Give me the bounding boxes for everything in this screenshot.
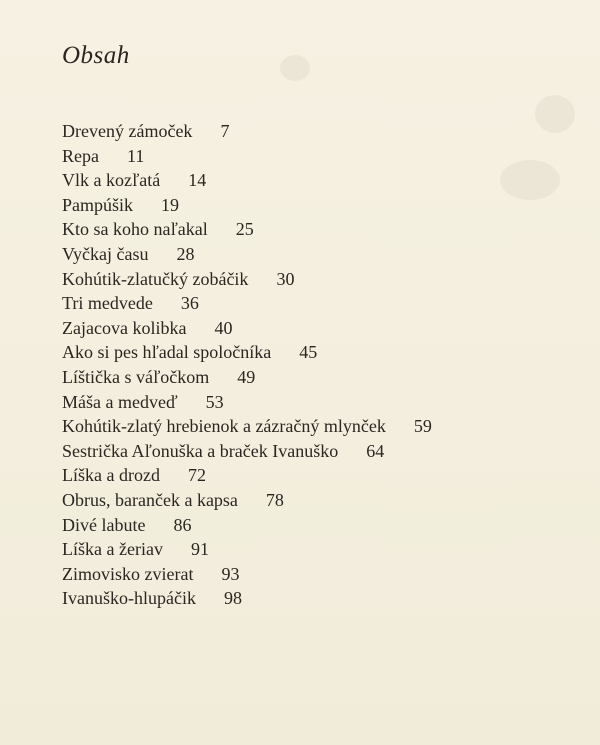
- toc-entry: [62, 316, 432, 341]
- page-title: Obsah: [62, 42, 130, 69]
- toc-entry: [62, 119, 432, 144]
- toc-entry-page-number: 40: [214, 317, 233, 338]
- toc-entry-page-number: 30: [276, 268, 295, 289]
- toc-entry: [62, 488, 432, 513]
- show-through-mark: [280, 55, 310, 81]
- toc-entry: [62, 390, 432, 415]
- toc-entry: [62, 144, 432, 169]
- toc-entry-page-number: 53: [205, 391, 224, 412]
- toc-entry-title: Drevený zámoček: [62, 121, 193, 141]
- toc-entry-title: Máša a medveď: [62, 391, 178, 412]
- toc-entry: [62, 586, 432, 611]
- toc-entry-title: Líška a drozd: [62, 465, 160, 486]
- toc-entry: [62, 267, 432, 292]
- toc-entry-title: Zimovisko zvierat: [62, 563, 194, 584]
- toc-entry: [62, 562, 432, 587]
- toc-entry: [62, 168, 432, 193]
- toc-entry-page-number: 28: [176, 243, 195, 264]
- toc-entry-title: Vlk a kozľatá: [62, 170, 161, 191]
- toc-entry-title: Kohútik-zlatý hrebienok a zázračný mlynček: [62, 416, 386, 437]
- toc-entry-page-number: 45: [299, 342, 318, 363]
- toc-entry-title: Repa: [62, 145, 99, 166]
- toc-entry-page-number: 25: [235, 219, 254, 240]
- toc-entry-page-number: 11: [126, 145, 145, 166]
- toc-entry-title: Divé labute: [62, 514, 146, 535]
- toc-entry-page-number: 7: [220, 121, 230, 141]
- toc-entry-page-number: 36: [180, 293, 199, 314]
- toc-entry: [62, 463, 432, 488]
- toc-entry-page-number: 86: [173, 514, 192, 535]
- toc-entry: [62, 439, 432, 464]
- toc-entry-title: Sestrička Aľonuška a braček Ivanuško: [62, 440, 339, 461]
- toc-entry-title: Líška a žeriav: [62, 539, 163, 560]
- toc-entry-page-number: 59: [413, 416, 432, 437]
- toc-entry-page-number: 93: [221, 563, 240, 584]
- toc-entry: [62, 365, 432, 390]
- toc-entry-page-number: 72: [187, 465, 206, 486]
- toc-entry: [62, 513, 432, 538]
- toc-entry-page-number: 98: [223, 588, 242, 609]
- toc-entry: [62, 340, 432, 365]
- toc-entry-title: Pampúšik: [62, 194, 134, 215]
- toc-entry-page-number: 19: [161, 194, 180, 215]
- toc-entry: [62, 217, 432, 242]
- toc-entry-page-number: 49: [237, 366, 256, 387]
- toc-entry-page-number: 64: [366, 440, 385, 461]
- toc-entry-page-number: 78: [265, 489, 284, 510]
- toc-entry-title: Zajacova kolibka: [62, 317, 187, 338]
- toc-entry: [62, 242, 432, 267]
- toc-entry-title: Vyčkaj času: [62, 243, 149, 264]
- show-through-mark: [500, 160, 560, 200]
- toc-entry: [62, 193, 432, 218]
- toc-entry-title: Ivanuško-hlupáčik: [62, 588, 196, 609]
- toc-entry-title: Ako si pes hľadal spoločníka: [62, 342, 272, 363]
- show-through-mark: [535, 95, 575, 133]
- toc-entry: [62, 414, 432, 439]
- table-of-contents: [62, 119, 432, 611]
- toc-entry-title: Tri medvede: [62, 293, 153, 314]
- toc-entry: [62, 291, 432, 316]
- toc-entry-title: Obrus, baranček a kapsa: [62, 489, 238, 510]
- toc-entry-title: Kto sa koho naľakal: [62, 219, 208, 240]
- toc-entry: [62, 537, 432, 562]
- toc-entry-page-number: 91: [190, 539, 209, 560]
- toc-entry-title: Líštička s váľočkom: [62, 366, 210, 387]
- toc-entry-title: Kohútik-zlatučký zobáčik: [62, 268, 249, 289]
- toc-entry-page-number: 14: [188, 170, 207, 191]
